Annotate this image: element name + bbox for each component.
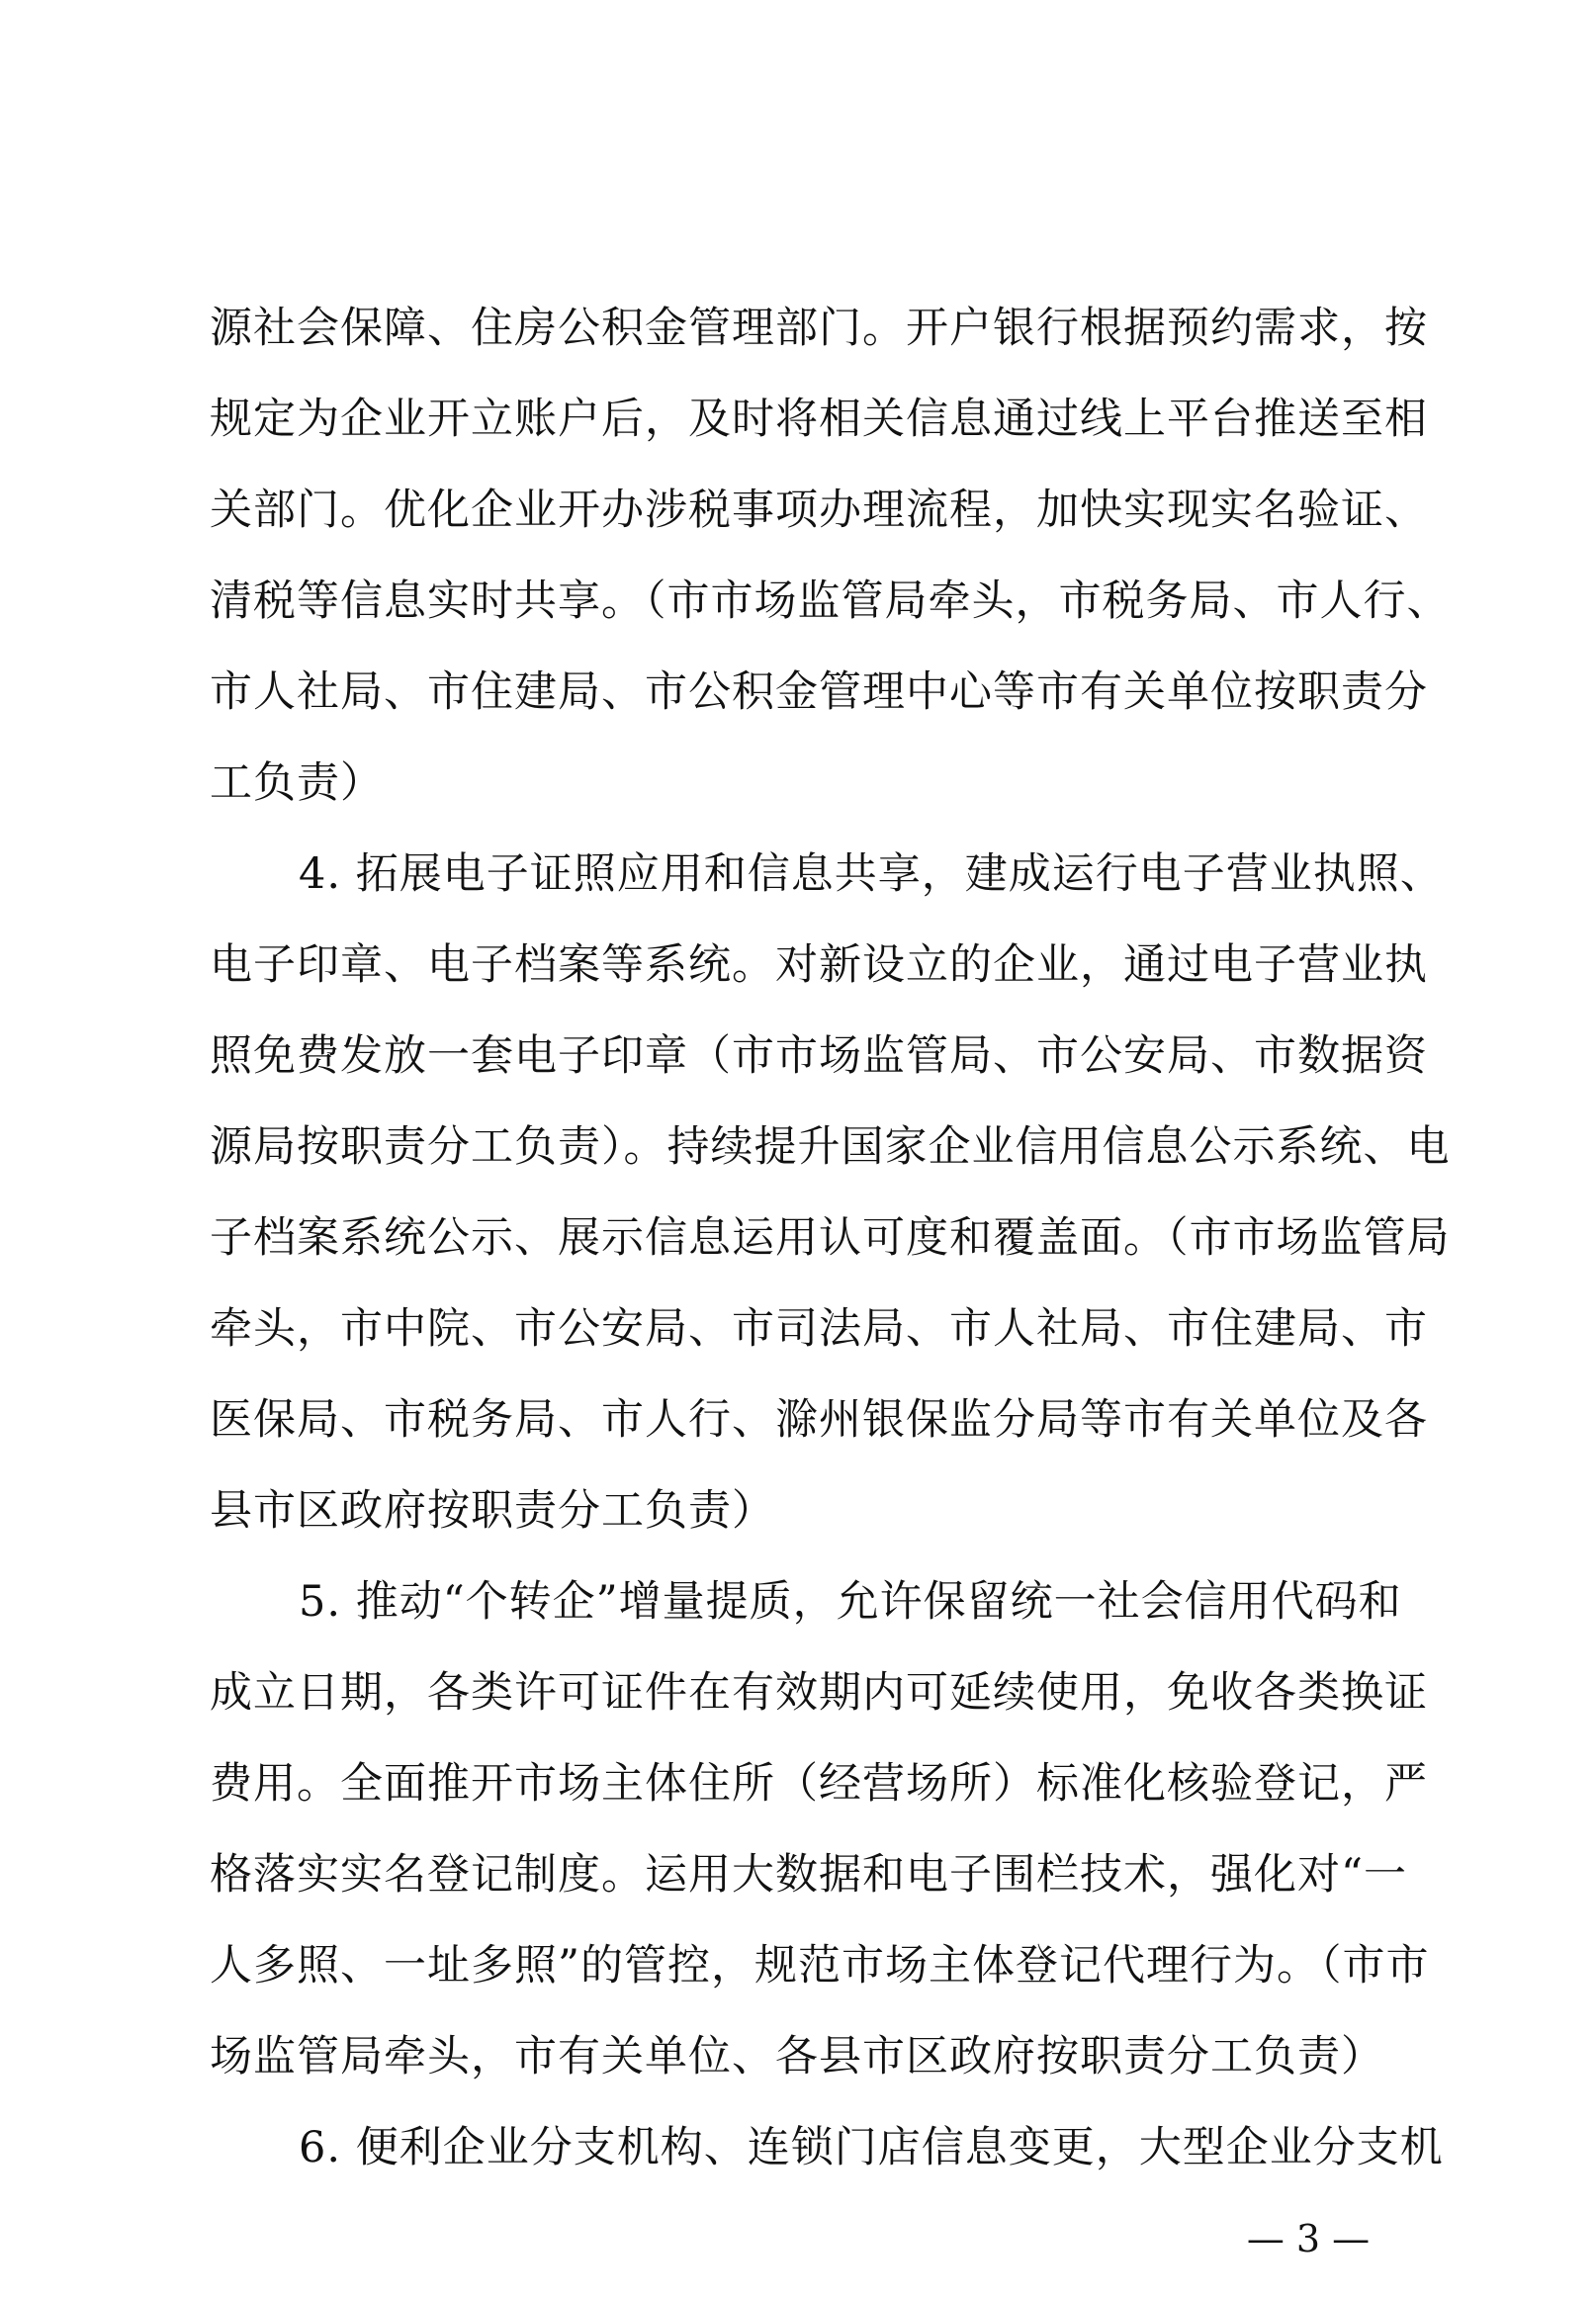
text-line: 成立日期，各类许可证件在有效期内可延续使用，免收各类换证: [210, 1668, 1428, 1718]
text-line: 子档案系统公示、展示信息运用认可度和覆盖面。（市市场监管局: [210, 1213, 1451, 1263]
text-line: 电子印章、电子档案等系统。对新设立的企业，通过电子营业执: [210, 940, 1428, 990]
paragraph-6-start: 6. 便利企业分支机构、连锁门店信息变更，大型企业分支机: [299, 2123, 1444, 2172]
text-line: 照免费发放一套电子印章（市市场监管局、市公安局、市数据资: [210, 1031, 1428, 1081]
text-line: 场监管局牵头，市有关单位、各县市区政府按职责分工负责）: [210, 2032, 1384, 2081]
page-number: — 3 —: [1246, 2217, 1371, 2260]
text-line: 县市区政府按职责分工负责）: [210, 1486, 775, 1536]
text-line: 市人社局、市住建局、市公积金管理中心等市有关单位按职责分: [210, 667, 1428, 717]
text-line: 格落实实名登记制度。运用大数据和电子围栏技术，强化对“一: [210, 1850, 1407, 1900]
text-line: 关部门。优化企业开办涉税事项办理流程，加快实现实名验证、: [210, 486, 1428, 535]
text-line: 规定为企业开立账户后，及时将相关信息通过线上平台推送至相: [210, 395, 1428, 444]
paragraph-4-start: 4. 拓展电子证照应用和信息共享，建成运行电子营业执照、: [299, 849, 1444, 899]
text-line: 源社会保障、住房公积金管理部门。开户银行根据预约需求，按: [210, 304, 1428, 353]
text-line: 清税等信息实时共享。（市市场监管局牵头，市税务局、市人行、: [210, 576, 1451, 626]
text-line: 牵头，市中院、市公安局、市司法局、市人社局、市住建局、市: [210, 1304, 1428, 1354]
text-line: 人多照、一址多照”的管控，规范市场主体登记代理行为。（市市: [210, 1941, 1430, 1991]
text-line: 费用。全面推开市场主体住所（经营场所）标准化核验登记，严: [210, 1759, 1428, 1809]
text-line: 工负责）: [210, 758, 384, 808]
text-line: 源局按职责分工负责）。持续提升国家企业信用信息公示系统、电: [210, 1122, 1451, 1172]
paragraph-5-start: 5. 推动“个转企”增量提质，允许保留统一社会信用代码和: [299, 1577, 1402, 1627]
text-line: 医保局、市税务局、市人行、滁州银保监分局等市有关单位及各: [210, 1395, 1428, 1445]
